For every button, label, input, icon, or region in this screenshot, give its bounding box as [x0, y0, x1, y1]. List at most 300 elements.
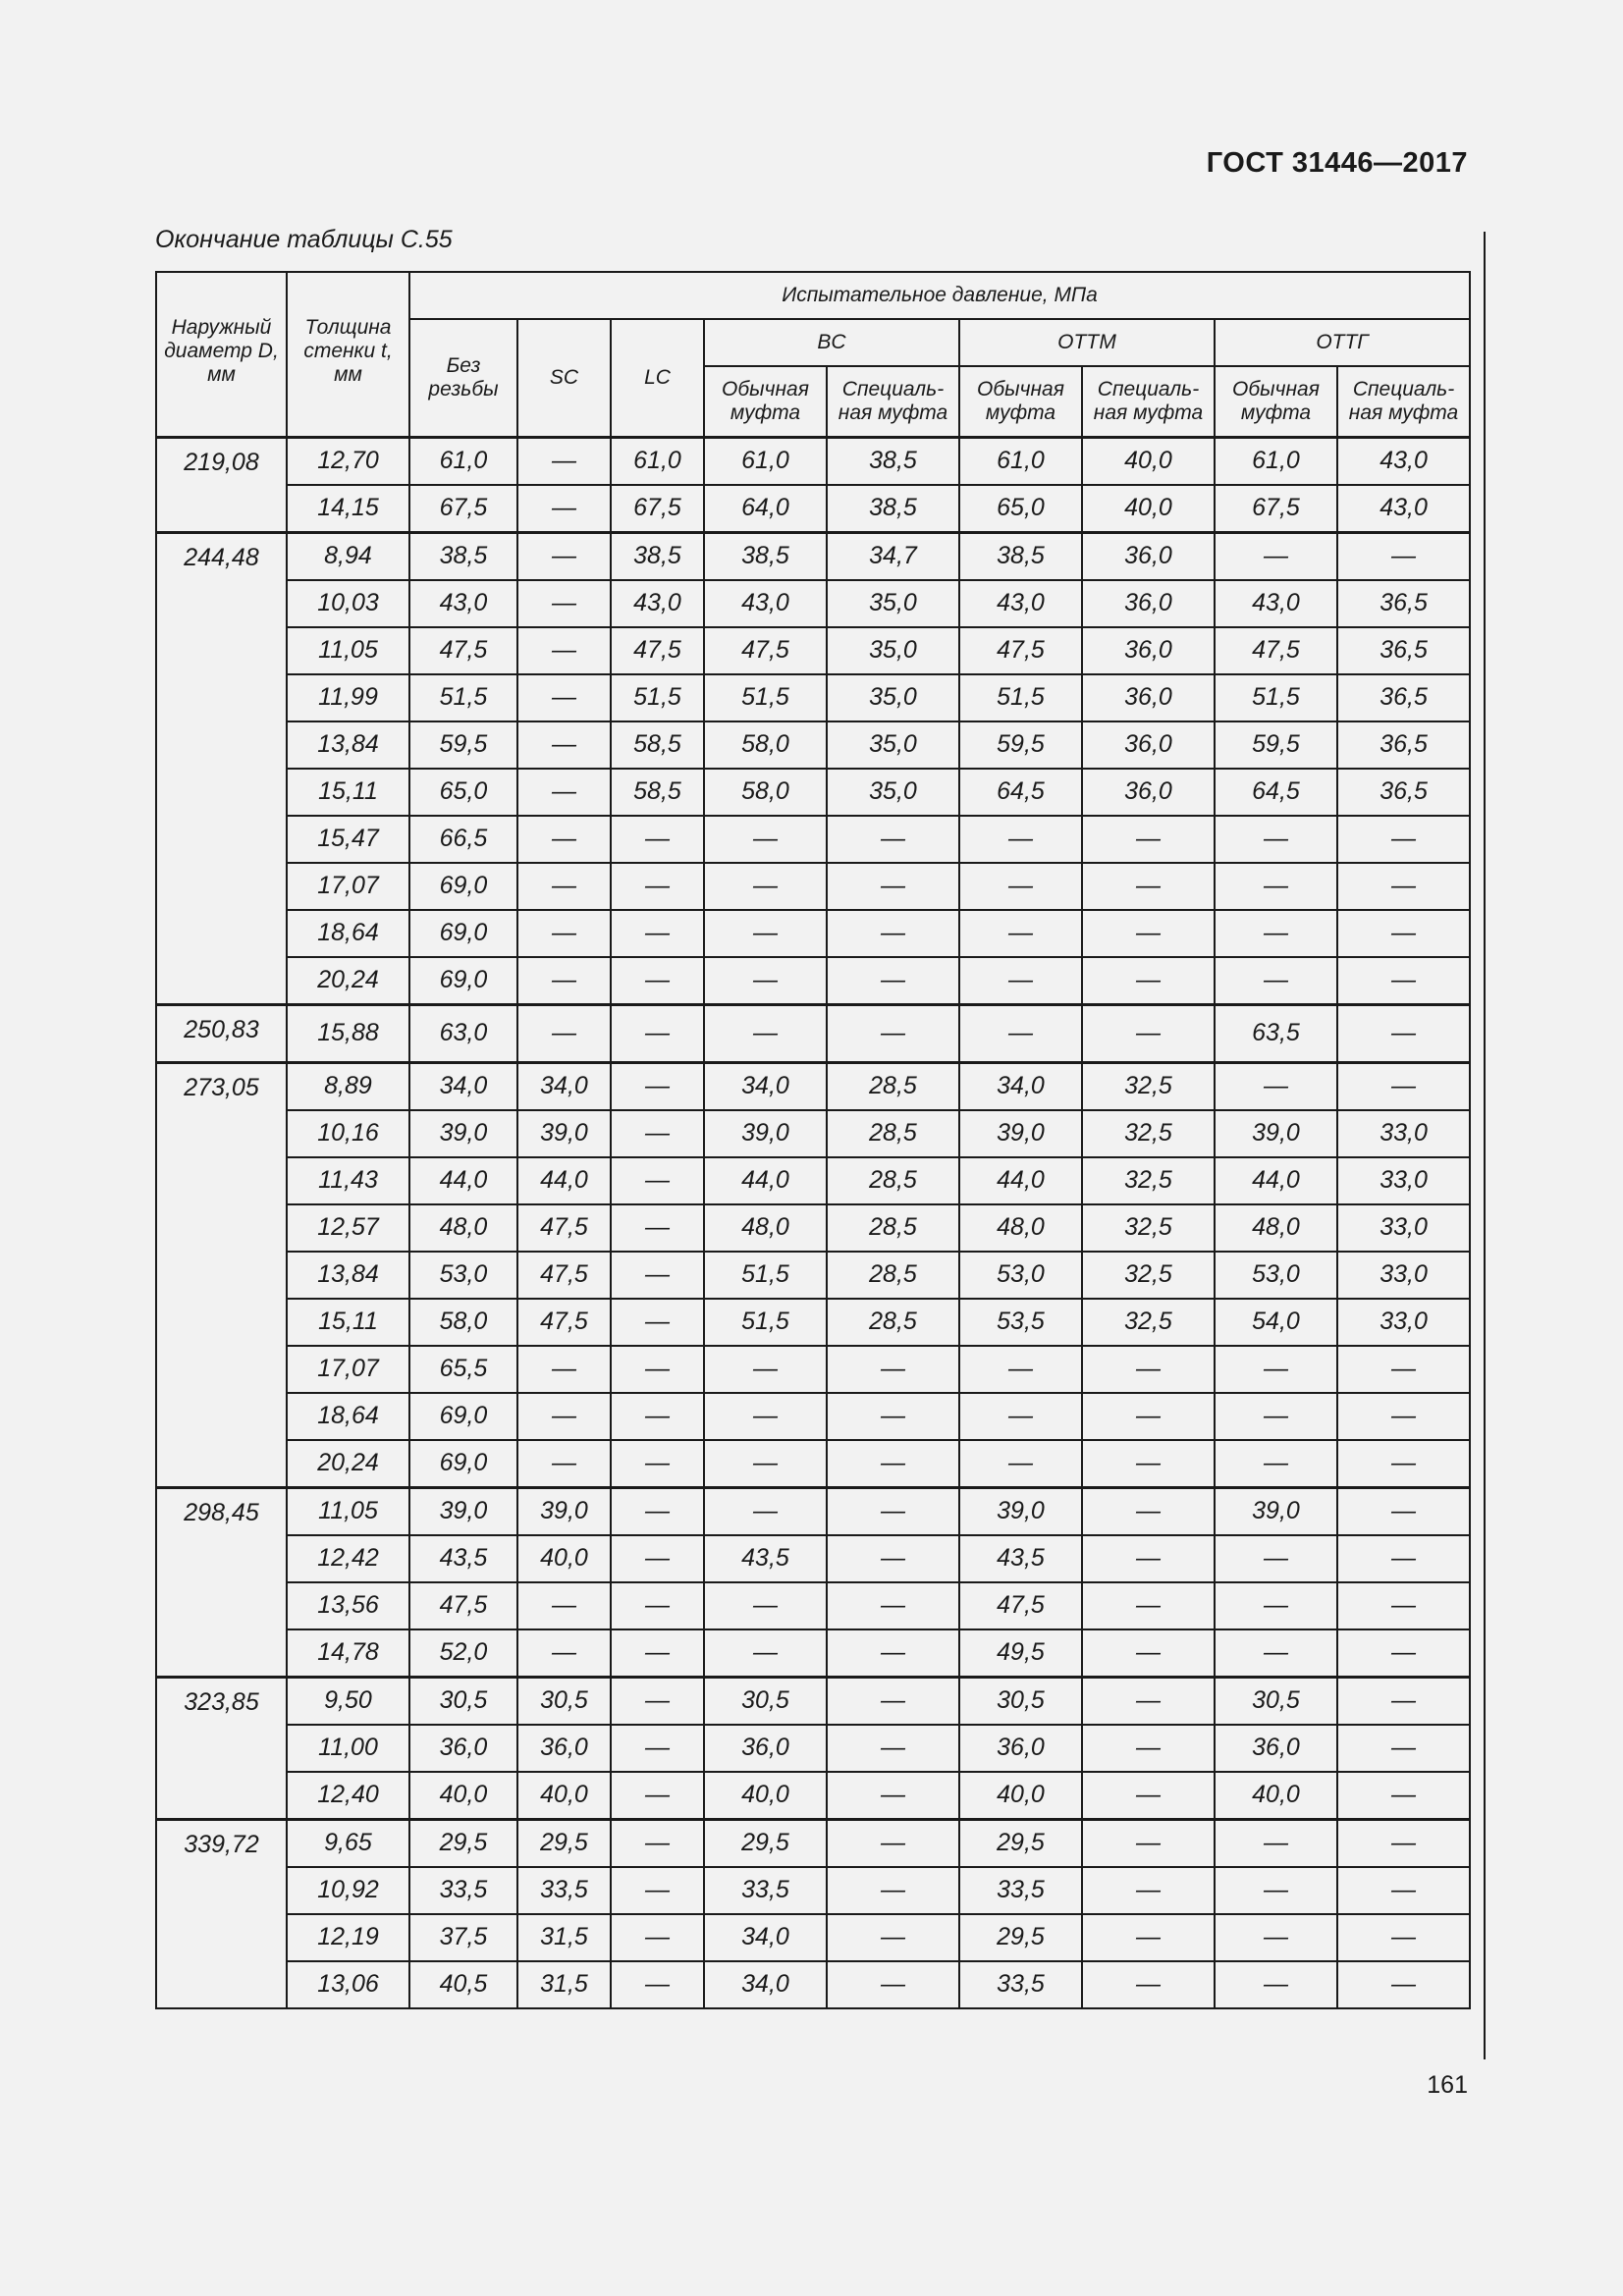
wall-thickness-cell: 8,94 — [287, 532, 409, 580]
pressure-cell: — — [1337, 532, 1470, 580]
header-ottm: ОТТМ — [959, 319, 1215, 366]
pressure-cell: 47,5 — [959, 627, 1082, 674]
wall-thickness-cell: 13,06 — [287, 1961, 409, 2008]
pressure-cell: — — [1215, 1062, 1337, 1110]
wall-thickness-cell: 13,56 — [287, 1582, 409, 1629]
header-ottg-special: Специаль-ная муфта — [1337, 366, 1470, 437]
pressure-cell: — — [827, 1725, 959, 1772]
table-row — [156, 1725, 1470, 1772]
pressure-cell: — — [959, 1440, 1082, 1488]
pressure-cell: — — [827, 1004, 959, 1062]
pressure-cell: 51,5 — [704, 1252, 827, 1299]
pressure-cell: 28,5 — [827, 1110, 959, 1157]
pressure-cell: — — [611, 1629, 704, 1678]
pressure-cell: — — [1337, 1535, 1470, 1582]
pressure-cell: — — [827, 1819, 959, 1867]
header-ottm-special: Специаль-ная муфта — [1082, 366, 1215, 437]
table-row — [156, 627, 1470, 674]
table-row — [156, 1393, 1470, 1440]
pressure-cell: — — [1337, 1629, 1470, 1678]
pressure-cell: 35,0 — [827, 580, 959, 627]
pressure-cell: — — [1215, 957, 1337, 1005]
pressure-cell: — — [611, 1062, 704, 1110]
pressure-cell: — — [611, 1535, 704, 1582]
header-bc-regular: Обычная муфта — [704, 366, 827, 437]
pressure-cell: 38,5 — [611, 532, 704, 580]
pressure-cell: 43,0 — [704, 580, 827, 627]
pressure-cell: 53,0 — [1215, 1252, 1337, 1299]
pressure-cell: 64,5 — [959, 769, 1082, 816]
pressure-cell: 43,5 — [704, 1535, 827, 1582]
wall-thickness-cell: 13,84 — [287, 721, 409, 769]
pressure-cell: — — [1082, 1914, 1215, 1961]
pressure-cell: — — [611, 863, 704, 910]
pressure-cell: — — [517, 580, 611, 627]
table-row — [156, 1062, 1470, 1110]
pressure-cell: 32,5 — [1082, 1299, 1215, 1346]
pressure-cell: 30,5 — [959, 1677, 1082, 1725]
table-row — [156, 910, 1470, 957]
pressure-cell: — — [827, 1393, 959, 1440]
pressure-cell: — — [1082, 910, 1215, 957]
pressure-cell: — — [1337, 1867, 1470, 1914]
pressure-cell: — — [959, 863, 1082, 910]
pressure-cell: — — [1215, 910, 1337, 957]
pressure-cell: 44,0 — [959, 1157, 1082, 1204]
diameter-cell: 298,45 — [156, 1487, 287, 1677]
pressure-cell: 34,0 — [959, 1062, 1082, 1110]
table-row — [156, 1629, 1470, 1678]
pressure-cell: 30,5 — [517, 1677, 611, 1725]
pressure-cell: 35,0 — [827, 674, 959, 721]
pressure-cell: — — [704, 1629, 827, 1678]
wall-thickness-cell: 15,47 — [287, 816, 409, 863]
pressure-cell: 47,5 — [409, 627, 517, 674]
pressure-cell: 36,5 — [1337, 627, 1470, 674]
pressure-cell: — — [611, 1252, 704, 1299]
pressure-cell: 59,5 — [1215, 721, 1337, 769]
pressure-cell: — — [517, 1393, 611, 1440]
header-wall-thickness: Толщина стенки t, мм — [287, 272, 409, 437]
pressure-cell: 61,0 — [959, 437, 1082, 485]
pressure-cell: 53,0 — [959, 1252, 1082, 1299]
pressure-cell: — — [611, 816, 704, 863]
wall-thickness-cell: 11,99 — [287, 674, 409, 721]
table-row — [156, 1914, 1470, 1961]
table-row — [156, 1157, 1470, 1204]
pressure-cell: 35,0 — [827, 627, 959, 674]
pressure-cell: 44,0 — [517, 1157, 611, 1204]
pressure-cell: 35,0 — [827, 769, 959, 816]
wall-thickness-cell: 9,50 — [287, 1677, 409, 1725]
wall-thickness-cell: 12,57 — [287, 1204, 409, 1252]
pressure-cell: 58,0 — [704, 721, 827, 769]
pressure-cell: — — [611, 1725, 704, 1772]
table-body — [156, 437, 1470, 2008]
pressure-cell: — — [1082, 1393, 1215, 1440]
pressure-cell: 43,0 — [959, 580, 1082, 627]
pressure-cell: — — [1082, 1440, 1215, 1488]
table-row — [156, 580, 1470, 627]
pressure-cell: — — [517, 863, 611, 910]
header-ottg-regular: Обычная муфта — [1215, 366, 1337, 437]
table-row — [156, 1582, 1470, 1629]
pressure-cell: — — [1082, 1346, 1215, 1393]
pressure-cell: — — [1082, 957, 1215, 1005]
pressure-cell: 36,0 — [1082, 532, 1215, 580]
diameter-cell: 323,85 — [156, 1677, 287, 1819]
pressure-cell: 33,5 — [517, 1867, 611, 1914]
pressure-cell: 40,5 — [409, 1961, 517, 2008]
pressure-cell: — — [517, 910, 611, 957]
pressure-cell: — — [827, 1346, 959, 1393]
pressure-cell: 36,0 — [1082, 721, 1215, 769]
table-row — [156, 1252, 1470, 1299]
pressure-cell: 47,5 — [1215, 627, 1337, 674]
pressure-cell: 29,5 — [517, 1819, 611, 1867]
pressure-cell: 30,5 — [704, 1677, 827, 1725]
pressure-cell: 40,0 — [409, 1772, 517, 1820]
pressure-cell: 39,0 — [1215, 1487, 1337, 1535]
pressure-cell: 39,0 — [704, 1110, 827, 1157]
pressure-cell: — — [1215, 1629, 1337, 1678]
pressure-cell: 67,5 — [1215, 485, 1337, 533]
pressure-cell: — — [1337, 1582, 1470, 1629]
pressure-cell: — — [611, 1772, 704, 1820]
header-diameter: Наружный диаметр D, мм — [156, 272, 287, 437]
table-row — [156, 485, 1470, 533]
wall-thickness-cell: 15,11 — [287, 769, 409, 816]
wall-thickness-cell: 12,19 — [287, 1914, 409, 1961]
pressure-cell: — — [517, 485, 611, 533]
pressure-cell: — — [704, 1582, 827, 1629]
pressure-cell: 43,5 — [959, 1535, 1082, 1582]
pressure-cell: 36,0 — [1082, 769, 1215, 816]
pressure-cell: — — [517, 1346, 611, 1393]
pressure-cell: — — [611, 1204, 704, 1252]
pressure-cell: 39,0 — [517, 1487, 611, 1535]
wall-thickness-cell: 11,05 — [287, 1487, 409, 1535]
pressure-cell: 38,5 — [704, 532, 827, 580]
diameter-cell: 244,48 — [156, 532, 287, 1004]
pressure-cell: 36,0 — [959, 1725, 1082, 1772]
pressure-cell: 53,0 — [409, 1252, 517, 1299]
pressure-cell: 32,5 — [1082, 1110, 1215, 1157]
pressure-cell: 69,0 — [409, 910, 517, 957]
table-row — [156, 1110, 1470, 1157]
pressure-cell: — — [1337, 957, 1470, 1005]
pressure-cell: 63,0 — [409, 1004, 517, 1062]
pressure-cell: — — [517, 437, 611, 485]
pressure-cell: 40,0 — [1082, 437, 1215, 485]
wall-thickness-cell: 11,05 — [287, 627, 409, 674]
pressure-cell: 43,0 — [409, 580, 517, 627]
pressure-cell: 39,0 — [959, 1110, 1082, 1157]
pressure-cell: 33,5 — [959, 1867, 1082, 1914]
pressure-cell: — — [704, 1346, 827, 1393]
pressure-cell: 36,0 — [1082, 627, 1215, 674]
header-ottg: ОТТГ — [1215, 319, 1470, 366]
pressure-cell: 58,5 — [611, 721, 704, 769]
wall-thickness-cell: 10,03 — [287, 580, 409, 627]
table-row — [156, 1819, 1470, 1867]
pressure-cell: — — [959, 1346, 1082, 1393]
pressure-cell: 37,5 — [409, 1914, 517, 1961]
table-row — [156, 532, 1470, 580]
pressure-cell: 40,0 — [959, 1772, 1082, 1820]
wall-thickness-cell: 20,24 — [287, 957, 409, 1005]
pressure-cell: — — [517, 1004, 611, 1062]
pressure-cell: 65,0 — [409, 769, 517, 816]
pressure-cell: 34,0 — [704, 1062, 827, 1110]
pressure-cell: 63,5 — [1215, 1004, 1337, 1062]
pressure-cell: — — [827, 1535, 959, 1582]
pressure-cell: 36,5 — [1337, 674, 1470, 721]
pressure-cell: 43,5 — [409, 1535, 517, 1582]
pressure-cell: 59,5 — [409, 721, 517, 769]
pressure-cell: — — [1337, 816, 1470, 863]
pressure-cell: 36,0 — [1082, 674, 1215, 721]
table-row — [156, 769, 1470, 816]
pressure-cell: — — [517, 1582, 611, 1629]
pressure-cell: 34,0 — [704, 1961, 827, 2008]
pressure-cell: — — [517, 816, 611, 863]
pressure-cell: — — [1082, 1677, 1215, 1725]
header-sc: SC — [517, 319, 611, 437]
wall-thickness-cell: 11,00 — [287, 1725, 409, 1772]
pressure-cell: — — [611, 1819, 704, 1867]
wall-thickness-cell: 9,65 — [287, 1819, 409, 1867]
wall-thickness-cell: 12,40 — [287, 1772, 409, 1820]
pressure-cell: — — [1082, 1772, 1215, 1820]
pressure-cell: — — [704, 1487, 827, 1535]
pressure-cell: 48,0 — [704, 1204, 827, 1252]
header-lc: LC — [611, 319, 704, 437]
pressure-cell: 43,0 — [1337, 437, 1470, 485]
pressure-cell: — — [827, 1582, 959, 1629]
pressure-cell: 38,5 — [827, 485, 959, 533]
pressure-cell: — — [1082, 1961, 1215, 2008]
diameter-cell: 219,08 — [156, 437, 287, 532]
pressure-cell: — — [517, 957, 611, 1005]
pressure-cell: 36,0 — [1215, 1725, 1337, 1772]
pressure-cell: 47,5 — [517, 1204, 611, 1252]
pressure-cell: — — [1082, 1867, 1215, 1914]
pressure-cell: 58,5 — [611, 769, 704, 816]
table-row — [156, 957, 1470, 1005]
pressure-cell: 51,5 — [704, 674, 827, 721]
pressure-cell: 32,5 — [1082, 1157, 1215, 1204]
pressure-cell: 38,5 — [827, 437, 959, 485]
pressure-cell: 44,0 — [409, 1157, 517, 1204]
pressure-cell: — — [827, 1629, 959, 1678]
wall-thickness-cell: 20,24 — [287, 1440, 409, 1488]
pressure-cell: — — [1215, 863, 1337, 910]
pressure-cell: — — [959, 957, 1082, 1005]
pressure-cell: — — [704, 1440, 827, 1488]
pressure-cell: — — [517, 674, 611, 721]
table-row — [156, 1004, 1470, 1062]
pressure-cell: — — [517, 721, 611, 769]
pressure-cell: 38,5 — [959, 532, 1082, 580]
pressure-cell: 32,5 — [1082, 1062, 1215, 1110]
pressure-cell: 43,0 — [1337, 485, 1470, 533]
pressure-cell: — — [1082, 1535, 1215, 1582]
pressure-cell: — — [611, 1867, 704, 1914]
pressure-cell: — — [827, 1677, 959, 1725]
pressure-cell: 29,5 — [959, 1819, 1082, 1867]
pressure-cell: — — [517, 532, 611, 580]
pressure-cell: 44,0 — [1215, 1157, 1337, 1204]
pressure-cell: — — [611, 1346, 704, 1393]
wall-thickness-cell: 13,84 — [287, 1252, 409, 1299]
pressure-cell: — — [959, 1393, 1082, 1440]
pressure-cell: 36,0 — [1082, 580, 1215, 627]
pressure-cell: 30,5 — [409, 1677, 517, 1725]
table-row — [156, 1677, 1470, 1725]
pressure-cell: 48,0 — [959, 1204, 1082, 1252]
pressure-cell: — — [959, 816, 1082, 863]
pressure-cell: 61,0 — [611, 437, 704, 485]
pressure-cell: 54,0 — [1215, 1299, 1337, 1346]
pressure-cell: 33,5 — [409, 1867, 517, 1914]
pressure-cell: 35,0 — [827, 721, 959, 769]
pressure-cell: 43,0 — [1215, 580, 1337, 627]
diameter-cell: 273,05 — [156, 1062, 287, 1487]
pressure-cell: — — [611, 1487, 704, 1535]
pressure-cell: 51,5 — [409, 674, 517, 721]
table-caption: Окончание таблицы С.55 — [155, 226, 453, 253]
pressure-cell: — — [1215, 1914, 1337, 1961]
wall-thickness-cell: 12,70 — [287, 437, 409, 485]
table-row — [156, 1487, 1470, 1535]
pressure-cell: 33,5 — [704, 1867, 827, 1914]
pressure-cell: 69,0 — [409, 863, 517, 910]
pressure-cell: — — [1337, 1487, 1470, 1535]
pressure-cell: 43,0 — [611, 580, 704, 627]
pressure-cell: 47,5 — [611, 627, 704, 674]
pressure-cell: 28,5 — [827, 1062, 959, 1110]
pressure-cell: 67,5 — [409, 485, 517, 533]
pressure-cell: 34,0 — [409, 1062, 517, 1110]
pressure-cell: — — [1082, 1725, 1215, 1772]
pressure-cell: — — [1215, 1393, 1337, 1440]
pressure-cell: 69,0 — [409, 1393, 517, 1440]
pressure-cell: 47,5 — [959, 1582, 1082, 1629]
pressure-cell: 33,0 — [1337, 1299, 1470, 1346]
pressure-cell: — — [1337, 1062, 1470, 1110]
wall-thickness-cell: 14,15 — [287, 485, 409, 533]
pressure-cell: — — [611, 1961, 704, 2008]
header-bc: BC — [704, 319, 959, 366]
pressure-cell: 47,5 — [517, 1299, 611, 1346]
pressure-cell: — — [611, 1677, 704, 1725]
wall-thickness-cell: 14,78 — [287, 1629, 409, 1678]
pressure-cell: 34,0 — [517, 1062, 611, 1110]
pressure-cell: 28,5 — [827, 1299, 959, 1346]
pressure-cell: — — [1215, 1582, 1337, 1629]
pressure-cell: 39,0 — [1215, 1110, 1337, 1157]
table-row — [156, 863, 1470, 910]
pressure-cell: 34,7 — [827, 532, 959, 580]
pressure-cell: — — [1337, 1346, 1470, 1393]
pressure-cell: 47,5 — [517, 1252, 611, 1299]
pressure-cell: 52,0 — [409, 1629, 517, 1678]
document-code: ГОСТ 31446—2017 — [1206, 147, 1468, 179]
table-row — [156, 1440, 1470, 1488]
pressure-cell: 39,0 — [517, 1110, 611, 1157]
pressure-cell: — — [1082, 1487, 1215, 1535]
pressure-cell: 40,0 — [517, 1535, 611, 1582]
pressure-cell: 33,5 — [959, 1961, 1082, 2008]
pressure-cell: 53,5 — [959, 1299, 1082, 1346]
pressure-cell: — — [611, 1393, 704, 1440]
pressure-cell: 64,0 — [704, 485, 827, 533]
header-no-thread: Без резьбы — [409, 319, 517, 437]
pressure-cell: — — [959, 910, 1082, 957]
pressure-cell: — — [959, 1004, 1082, 1062]
wall-thickness-cell: 12,42 — [287, 1535, 409, 1582]
pressure-cell: 51,5 — [959, 674, 1082, 721]
pressure-cell: 28,5 — [827, 1204, 959, 1252]
pressure-cell: — — [704, 957, 827, 1005]
pressure-cell: 36,5 — [1337, 721, 1470, 769]
pressure-cell: — — [517, 627, 611, 674]
pressure-cell: — — [827, 957, 959, 1005]
pressure-cell: — — [704, 816, 827, 863]
pressure-cell: — — [1337, 1819, 1470, 1867]
pressure-cell: — — [1337, 910, 1470, 957]
pressure-cell: 29,5 — [409, 1819, 517, 1867]
pressure-cell: 65,0 — [959, 485, 1082, 533]
pressure-cell: — — [1082, 816, 1215, 863]
pressure-cell: 29,5 — [959, 1914, 1082, 1961]
wall-thickness-cell: 18,64 — [287, 910, 409, 957]
pressure-cell: — — [1337, 1004, 1470, 1062]
pressure-cell: 67,5 — [611, 485, 704, 533]
pressure-cell: — — [1337, 1440, 1470, 1488]
table-row — [156, 1535, 1470, 1582]
pressure-cell: 32,5 — [1082, 1204, 1215, 1252]
table-row — [156, 1961, 1470, 2008]
wall-thickness-cell: 8,89 — [287, 1062, 409, 1110]
pressure-cell: 51,5 — [611, 674, 704, 721]
pressure-cell: 58,0 — [704, 769, 827, 816]
wall-thickness-cell: 10,16 — [287, 1110, 409, 1157]
pressure-cell: — — [1215, 1535, 1337, 1582]
page-number: 161 — [1427, 2071, 1468, 2099]
pressure-cell: 61,0 — [704, 437, 827, 485]
table-row — [156, 721, 1470, 769]
wall-thickness-cell: 18,64 — [287, 1393, 409, 1440]
pressure-cell: — — [1215, 1440, 1337, 1488]
table-row — [156, 674, 1470, 721]
table-row — [156, 1204, 1470, 1252]
wall-thickness-cell: 15,11 — [287, 1299, 409, 1346]
pressure-cell: — — [517, 1440, 611, 1488]
pressure-cell: 66,5 — [409, 816, 517, 863]
pressure-cell: 29,5 — [704, 1819, 827, 1867]
table-row — [156, 816, 1470, 863]
margin-rule — [1484, 232, 1486, 2059]
pressure-cell: 32,5 — [1082, 1252, 1215, 1299]
pressure-cell: 48,0 — [1215, 1204, 1337, 1252]
pressure-cell: — — [1082, 1629, 1215, 1678]
pressure-cell: 64,5 — [1215, 769, 1337, 816]
pressure-cell: — — [704, 1004, 827, 1062]
pressure-cell: 28,5 — [827, 1157, 959, 1204]
pressure-cell: — — [611, 1582, 704, 1629]
